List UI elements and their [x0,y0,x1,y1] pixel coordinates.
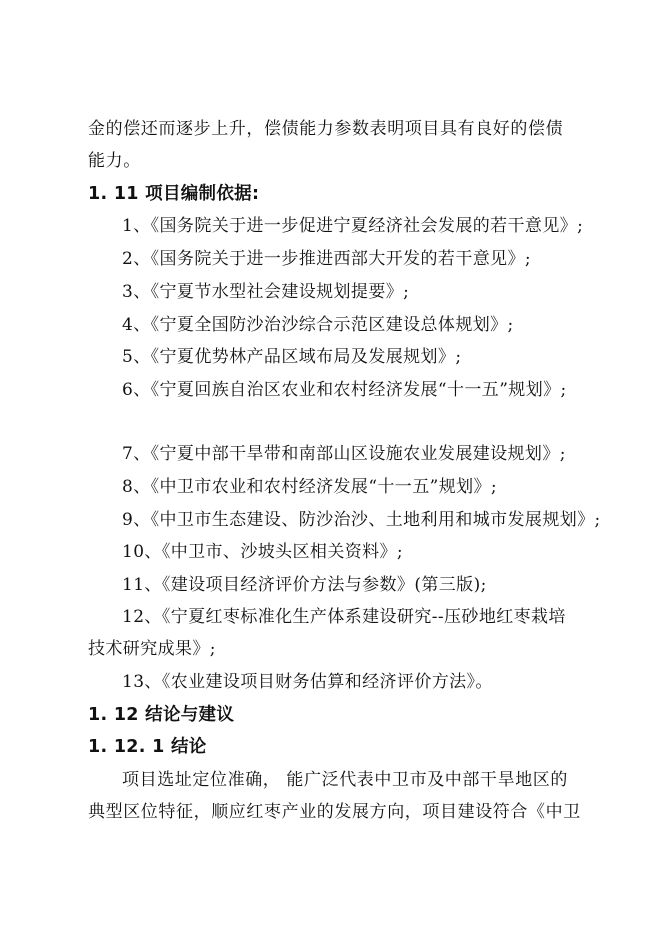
section-heading-1-12: 1. 12 结论与建议 [88,705,235,725]
body-text-line: 项目选址定位准确， 能广泛代表中卫市及中部干旱地区的 [122,770,569,790]
reference-item: 3、《宁夏节水型社会建设规划提要》; [122,282,410,302]
body-text-line: 典型区位特征，顺应红枣产业的发展方向，项目建设符合《中卫 [88,802,581,822]
body-text-line: 能力。 [88,151,141,171]
body-text-line: 金的偿还而逐步上升，偿债能力参数表明项目具有良好的偿债 [88,119,564,139]
reference-item: 1、《国务院关于进一步促进宁夏经济社会发展的若干意见》; [122,216,584,236]
reference-item: 12、《宁夏红枣标准化生产体系建设研究--压砂地红枣栽培 [122,607,566,627]
reference-item: 9、《中卫市生态建设、防沙治沙、土地利用和城市发展规划》; [122,510,601,530]
reference-item: 6、《宁夏回族自治区农业和农村经济发展“十一五”规划》; [122,380,567,400]
reference-item: 4、《宁夏全国防沙治沙综合示范区建设总体规划》; [122,315,514,335]
reference-item: 8、《中卫市农业和农村经济发展“十一五”规划》; [122,477,498,497]
reference-item: 5、《宁夏优势林产品区域布局及发展规划》; [122,347,462,367]
reference-item-continuation: 技术研究成果》; [88,639,216,659]
reference-item: 10、《中卫市、沙坡头区相关资料》; [122,542,404,562]
reference-item: 13、《农业建设项目财务估算和经济评价方法》。 [122,672,493,692]
section-heading-1-11: 1. 11 项目编制依据: [88,184,260,204]
reference-item: 11、《建设项目经济评价方法与参数》(第三版); [122,575,487,595]
subsection-heading-1-12-1: 1. 12. 1 结论 [88,737,207,757]
reference-item: 2、《国务院关于进一步推进西部大开发的若干意见》; [122,249,532,269]
reference-item: 7、《宁夏中部干旱带和南部山区设施农业发展建设规划》; [122,444,566,464]
